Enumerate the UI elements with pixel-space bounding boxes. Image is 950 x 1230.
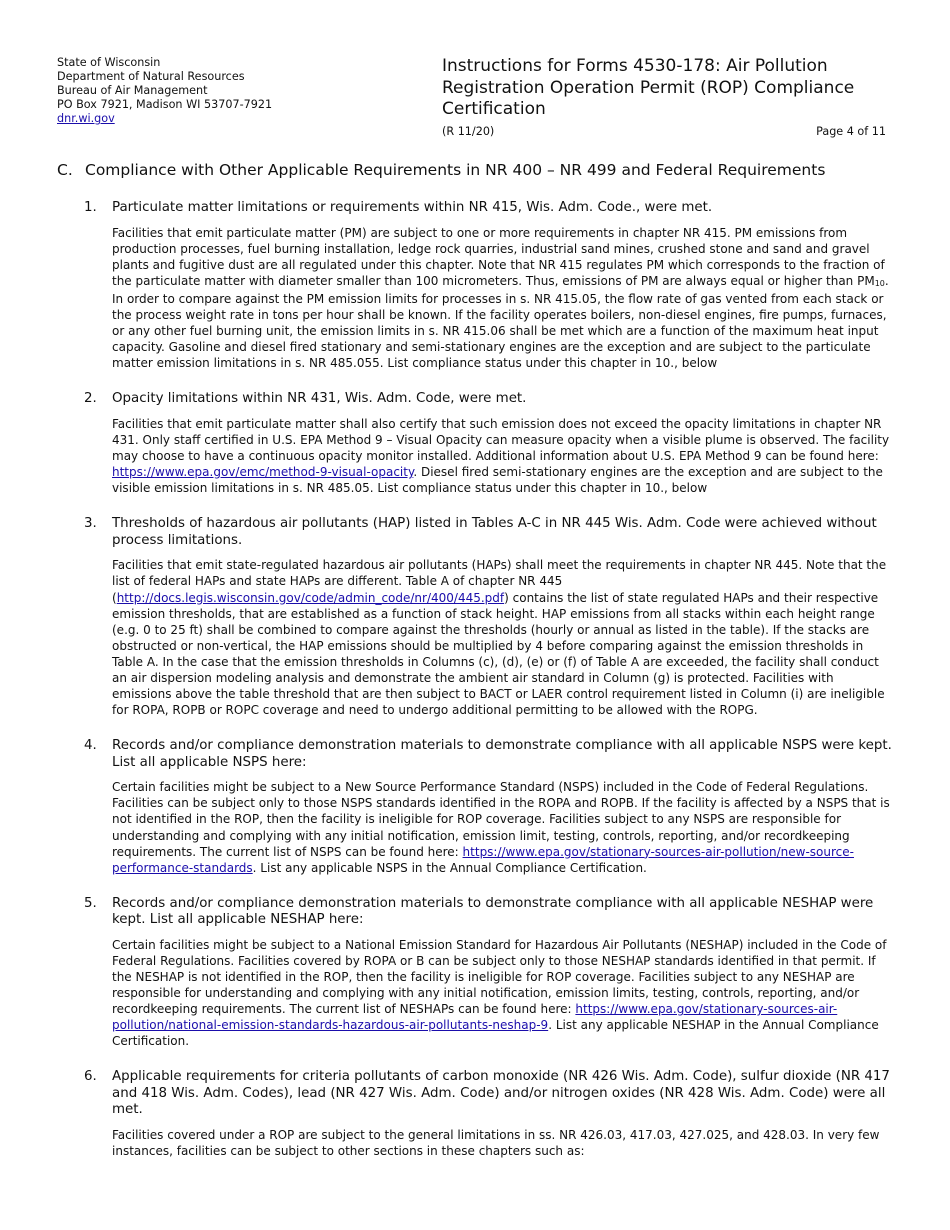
agency-bureau: Bureau of Air Management [57, 84, 208, 97]
item-number: 2. [84, 391, 97, 407]
item-number: 6. [84, 1069, 97, 1085]
agency-address: PO Box 7921, Madison WI 53707-7921 [57, 98, 273, 111]
epa-method-9-link[interactable]: https://www.epa.gov/emc/method-9-visual-opacity [112, 465, 414, 480]
item-body: Facilities covered under a ROP are subject to the general limitations in ss. NR 426.03, 417.03, 427.025, and 428.03. In very few instances, facilities can be subject to other sections in these chapters such as: [112, 1127, 880, 1159]
nr445-pdf-link[interactable]: http://docs.legis.wisconsin.gov/code/admin_code/nr/400/445.pdf [116, 590, 505, 605]
agency-block [57, 56, 272, 126]
item-body: Facilities that emit particulate matter shall also certify that such emission does not exceed the opacity limitations in chapter NR 431. Only staff certified in U.S. EPA Method 9 – Visual Opacity can measure opacity when a visible plume is observed. The facility may choose to have a continuous opacity monitor installed. Additional information about U.S. EPA Method 9 can be found here: https://www.epa.gov/emc/method-9-visual-opacity. Diesel fired semi-stationary engines are the exception and are subject to the visible emission limitations in s. NR 485.05. List compliance status under this chapter in 10., below [112, 416, 890, 496]
requirements-list [84, 200, 894, 1179]
item-body: Certain facilities might be subject to a New Source Performance Standard (NSPS) included in the Code of Federal Regulations. Facilities can be subject only to those NSPS standards identified in the ROPA and ROPB. If the facility is affected by a NSPS that is not identified in the ROP, then the facility is ineligible for ROP coverage. Facilities subject to any NSPS are responsible for understanding and complying with any initial notification, emission limit, testing, controls, reporting, and/or recordkeeping requirements. The current list of NSPS can be found here: https://www.epa.gov/stationary-sources-air-pollution/new-source-performance-standards. List any applicable NSPS in the Annual Compliance Certification. [112, 780, 890, 875]
item-body: Certain facilities might be subject to a National Emission Standard for Hazardous Air Pollutants (NESHAP) included in the Code of Federal Regulations. Facilities covered by ROPA or B can be subject only to those NESHAP standards identified in that permit. If the NESHAP is not identified in the ROP, then the facility is ineligible for ROP coverage. Facilities subject to any NESHAP are responsible for understanding and complying with any initial notification, emission limits, testing, controls, reporting, and/or recordkeeping requirements. The current list of NESHAPs can be found here: https://www.epa.gov/stationary-sources-air-pollution/national-emission-standards-hazardous-air-pollutants-neshap-9. List any applicable NESHAP in the Annual Compliance Certification. [112, 937, 887, 1049]
list-item [84, 896, 894, 1050]
section-letter: C. [57, 161, 73, 179]
item-number: 1. [84, 200, 97, 215]
item-title: Applicable requirements for criteria pollutants of carbon monoxide (NR 426 Wis. Adm. Code), sulfur dioxide (NR 417 and 418 Wis. Adm. Codes), lead (NR 427 Wis. Adm. Code) and/or nitrogen oxides (NR 428 Wis. Adm. Code) were all met. [112, 1069, 890, 1118]
section-title: Compliance with Other Applicable Requirements in NR 400 – NR 499 and Federal Requirements [85, 161, 826, 179]
form-revision: (R 11/20) [442, 124, 495, 138]
item-body: Facilities that emit particulate matter (PM) are subject to one or more requirements in chapter NR 415. PM emissions from production processes, fuel burning installation, ledge rock quarries, industrial sand mines, crushed stone and sand and gravel plants and fugitive dust are all regulated under this chapter. Note that NR 415 regulates PM which corresponds to the fraction of the particulate matter with diameter smaller than 100 micrometers. Thus, emissions of PM are always equal or higher than $PM_{10}$. In order to compare against the PM emission limits for processes in s. NR 415.05, the flow rate of gas vented from each stack or the process weight rate in tons per hour shall be known. If the facility operates boilers, non-diesel engines, fire pumps, furnaces, or any other fuel burning unit, the emission limits in s. NR 415.06 shall be met which are a function of the maximum heat input capacity. Gasoline and diesel fired stationary and semi-stationary engines are the exception and are subject to the particulate matter emission limitations in s. NR 485.055. List compliance status under this chapter in 10., below [112, 225, 889, 371]
item-title: Particulate matter limitations or requirements within NR 415, Wis. Adm. Code., were met. [112, 200, 713, 215]
list-item [84, 200, 894, 371]
list-item [84, 516, 894, 718]
neshap-link[interactable]: https://www.epa.gov/stationary-sources-air-pollution/national-emission-standards-hazardous-air-pollutants-neshap-9 [112, 1002, 838, 1033]
item-title: Records and/or compliance demonstration materials to demonstrate compliance with all applicable NSPS were kept. List all applicable NSPS here: [112, 738, 892, 770]
item-title: Records and/or compliance demonstration materials to demonstrate compliance with all applicable NESHAP were kept. List all applicable NESHAP here: [112, 895, 874, 928]
form-header [442, 56, 886, 138]
item-title: Opacity limitations within NR 431, Wis. Adm. Code, were met. [112, 391, 527, 407]
subscript-10: 10 [874, 278, 885, 288]
nsps-link[interactable]: https://www.epa.gov/stationary-sources-air-pollution/new-source-performance-standards [112, 844, 854, 875]
agency-department: Department of Natural Resources [57, 70, 245, 83]
item-number: 4. [84, 738, 97, 754]
form-meta-row [442, 125, 886, 138]
page-number: Page 4 of 11 [816, 124, 886, 138]
agency-state: State of Wisconsin [57, 56, 161, 69]
section-heading [57, 160, 917, 180]
list-item [84, 738, 894, 876]
item-number: 3. [84, 516, 97, 532]
item-number: 5. [84, 895, 97, 911]
form-title: Instructions for Forms 4530-178: Air Pollution Registration Operation Permit (ROP) Compliance Certification [442, 56, 855, 119]
list-item [84, 391, 894, 496]
item-title: Thresholds of hazardous air pollutants (HAP) listed in Tables A-C in NR 445 Wis. Adm. Code were achieved without process limitations. [112, 516, 877, 548]
agency-website-link[interactable]: dnr.wi.gov [57, 112, 115, 125]
list-item [84, 1069, 894, 1159]
item-body: Facilities that emit state-regulated hazardous air pollutants (HAPs) shall meet the requirements in chapter NR 445. Note that the list of federal HAPs and state HAPs are different. Table A of chapter NR 445 (http://docs.legis.wisconsin.gov/code/admin_code/nr/400/445.pdf) contains the list of state regulated HAPs and their respective emission thresholds, that are established as a function of stack height. HAP emissions from all stacks within each height range (e.g. 0 to 25 ft) shall be combined to compare against the thresholds (hourly or annual as listed in the table). If the stacks are obstructed or non-vertical, the HAP emissions should be multiplied by 4 before comparing against the emission thresholds in Table A. In the case that the emission thresholds in Columns (c), (d), (e) or (f) of Table A are exceeded, the facility shall conduct an air dispersion modeling analysis and demonstrate the ambient air standard in Column (g) is protected. Facilities with emissions above the table threshold that are then subject to BACT or LAER control requirement listed in Column (i) are ineligible for ROPA, ROPB or ROPC coverage and need to undergo additional permitting to be allowed with the ROPG. [112, 558, 887, 718]
